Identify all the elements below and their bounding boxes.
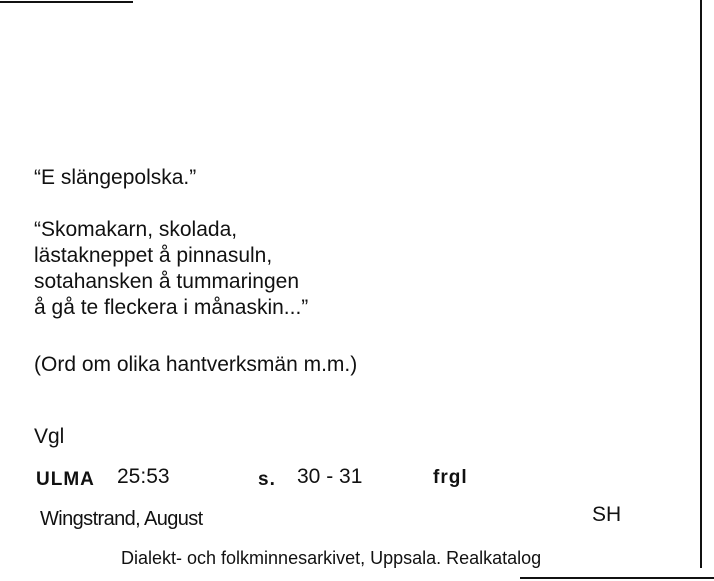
verse-line-1: “Skomakarn, skolada,	[34, 218, 238, 241]
card-edge-bottom	[520, 577, 714, 579]
initials: SH	[592, 503, 622, 526]
verse-line-3: sotahansken å tummaringen	[34, 270, 299, 293]
card-edge-top	[0, 1, 133, 3]
card-edge-right	[700, 0, 702, 568]
collector-name: Wingstrand, August	[40, 508, 203, 530]
card-note: (Ord om olika hantverksmän m.m.)	[34, 353, 358, 376]
page-label: s.	[258, 469, 276, 490]
archive-code: ULMA	[36, 469, 95, 490]
verse-line-4: å gå te fleckera i månaskin...”	[34, 296, 309, 319]
page-range: 30 - 31	[297, 465, 363, 488]
archive-number: 25:53	[117, 465, 170, 488]
type-code: frgl	[433, 467, 468, 488]
card-title: “E slängepolska.”	[34, 166, 197, 189]
verse-line-2: lästakneppet å pinnasuln,	[34, 244, 273, 267]
card-footer: Dialekt- och folkminnesarkivet, Uppsala. Realkatalog	[121, 548, 542, 568]
province-code: Vgl	[34, 425, 65, 448]
